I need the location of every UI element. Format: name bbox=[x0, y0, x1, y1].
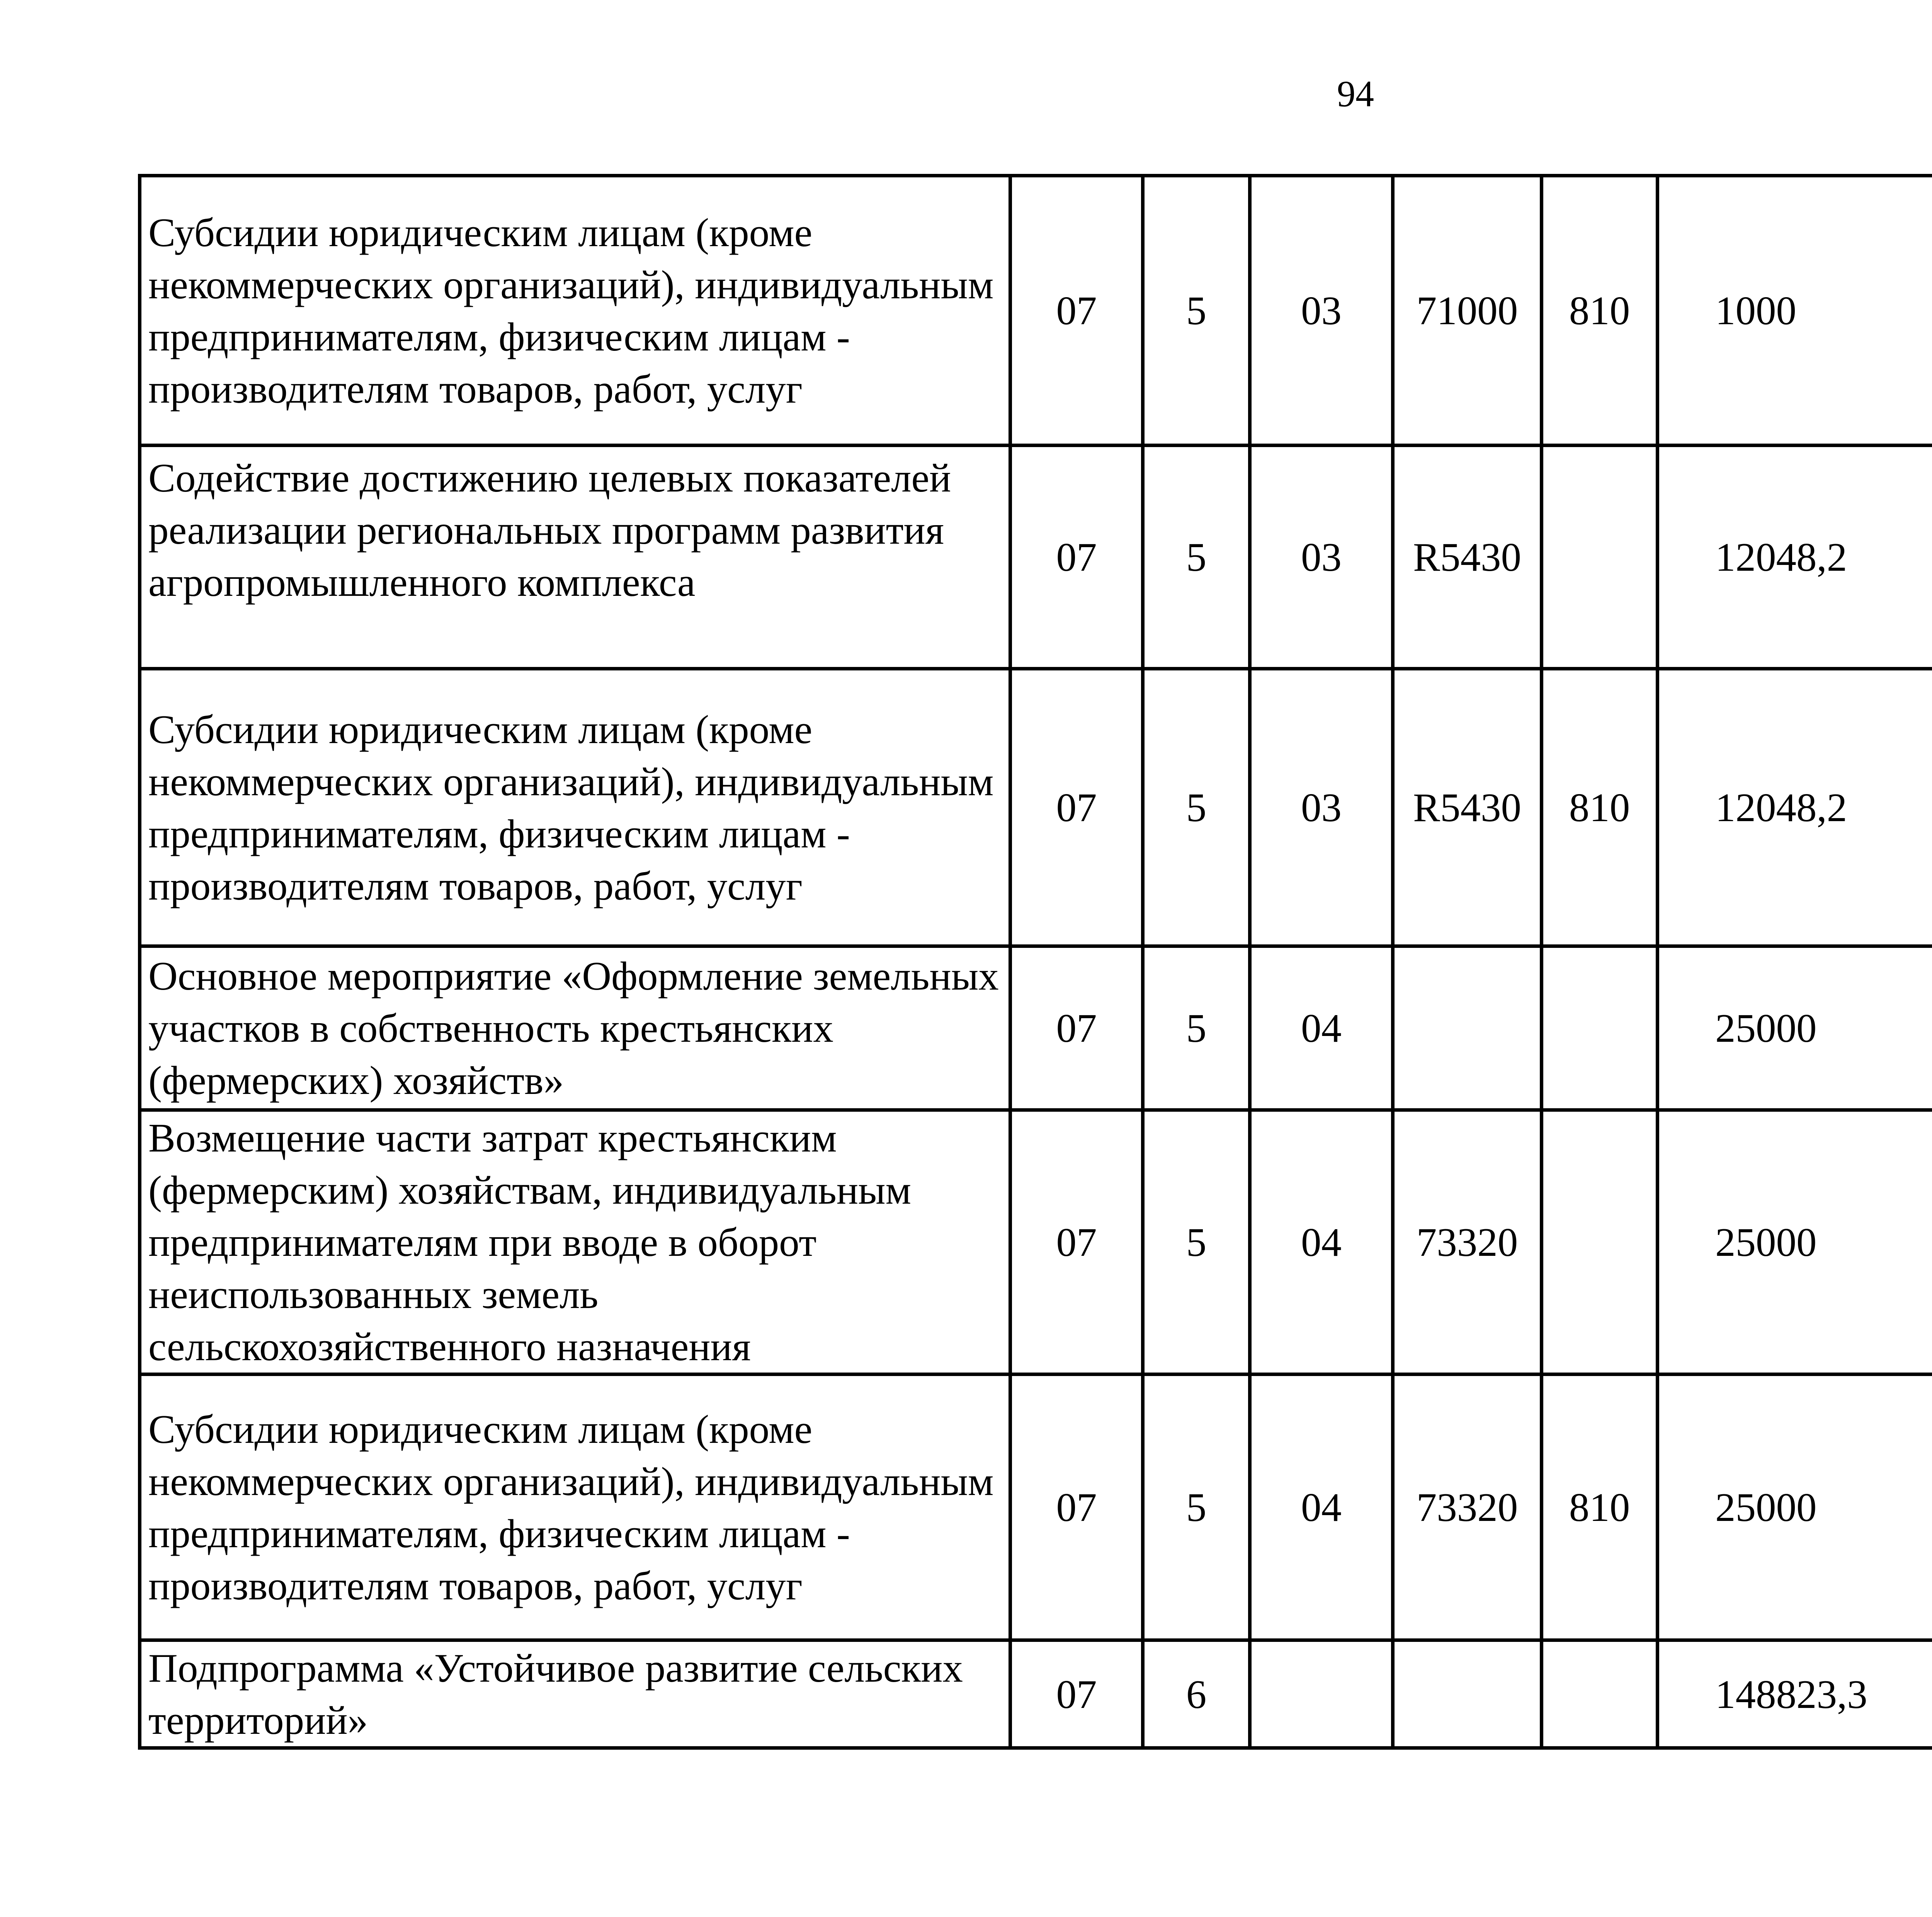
direction-code: 73320 bbox=[1393, 1374, 1542, 1640]
program-code: 07 bbox=[1010, 176, 1143, 446]
subprogram-code: 6 bbox=[1143, 1640, 1250, 1748]
activity-code: 03 bbox=[1250, 176, 1393, 446]
subprogram-code: 5 bbox=[1143, 946, 1250, 1110]
program-code: 07 bbox=[1010, 946, 1143, 1110]
expense-type-code: 810 bbox=[1542, 176, 1658, 446]
row-name: Субсидии юридическим лицам (кроме некоммерческих организаций), индивидуальным предпринимателям, физическим лицам - производителям товаров, работ, услуг bbox=[140, 1374, 1010, 1640]
row-name: Подпрограмма «Устойчивое развитие сельских территорий» bbox=[140, 1640, 1010, 1748]
amount-year-1: 25000 bbox=[1658, 1110, 1932, 1374]
activity-code: 04 bbox=[1250, 1374, 1393, 1640]
activity-code: 04 bbox=[1250, 1110, 1393, 1374]
amount-year-1: 148823,3 bbox=[1658, 1640, 1932, 1748]
row-name: Субсидии юридическим лицам (кроме некоммерческих организаций), индивидуальным предпринимателям, физическим лицам - производителям товаров, работ, услуг bbox=[140, 176, 1010, 446]
activity-code: 04 bbox=[1250, 946, 1393, 1110]
activity-code: 03 bbox=[1250, 446, 1393, 669]
row-name: Содействие достижению целевых показателей реализации региональных программ развития агропромышленного комплекса bbox=[140, 446, 1010, 669]
program-code: 07 bbox=[1010, 446, 1143, 669]
direction-code: R5430 bbox=[1393, 446, 1542, 669]
expense-type-code bbox=[1542, 1640, 1658, 1748]
direction-code: 73320 bbox=[1393, 1110, 1542, 1374]
row-name: Основное мероприятие «Оформление земельных участков в собственность крестьянских (фермерских) хозяйств» bbox=[140, 946, 1010, 1110]
row-name: Субсидии юридическим лицам (кроме некоммерческих организаций), индивидуальным предпринимателям, физическим лицам - производителям товаров, работ, услуг bbox=[140, 669, 1010, 946]
budget-table bbox=[138, 174, 1932, 1750]
table-row bbox=[140, 1110, 1932, 1374]
subprogram-code: 5 bbox=[1143, 1374, 1250, 1640]
expense-type-code: 810 bbox=[1542, 669, 1658, 946]
program-code: 07 bbox=[1010, 1374, 1143, 1640]
subprogram-code: 5 bbox=[1143, 669, 1250, 946]
amount-year-1: 1000 bbox=[1658, 176, 1932, 446]
subprogram-code: 5 bbox=[1143, 446, 1250, 669]
amount-year-1: 12048,2 bbox=[1658, 669, 1932, 946]
table-row bbox=[140, 1640, 1932, 1748]
direction-code bbox=[1393, 946, 1542, 1110]
table-row bbox=[140, 946, 1932, 1110]
activity-code: 03 bbox=[1250, 669, 1393, 946]
subprogram-code: 5 bbox=[1143, 176, 1250, 446]
amount-year-1: 25000 bbox=[1658, 946, 1932, 1110]
amount-year-1: 12048,2 bbox=[1658, 446, 1932, 669]
expense-type-code bbox=[1542, 446, 1658, 669]
table-row bbox=[140, 176, 1932, 446]
page-number: 94 bbox=[1337, 73, 1374, 114]
direction-code: R5430 bbox=[1393, 669, 1542, 946]
program-code: 07 bbox=[1010, 1640, 1143, 1748]
direction-code: 71000 bbox=[1393, 176, 1542, 446]
program-code: 07 bbox=[1010, 1110, 1143, 1374]
activity-code bbox=[1250, 1640, 1393, 1748]
table-row bbox=[140, 1374, 1932, 1640]
program-code: 07 bbox=[1010, 669, 1143, 946]
amount-year-1: 25000 bbox=[1658, 1374, 1932, 1640]
direction-code bbox=[1393, 1640, 1542, 1748]
table-row bbox=[140, 669, 1932, 946]
expense-type-code: 810 bbox=[1542, 1374, 1658, 1640]
expense-type-code bbox=[1542, 946, 1658, 1110]
table-row bbox=[140, 446, 1932, 669]
subprogram-code: 5 bbox=[1143, 1110, 1250, 1374]
row-name: Возмещение части затрат крестьянским (фермерским) хозяйствам, индивидуальным предпринимателям при вводе в оборот неиспользованных земель сельскохозяйственного назначения bbox=[140, 1110, 1010, 1374]
expense-type-code bbox=[1542, 1110, 1658, 1374]
